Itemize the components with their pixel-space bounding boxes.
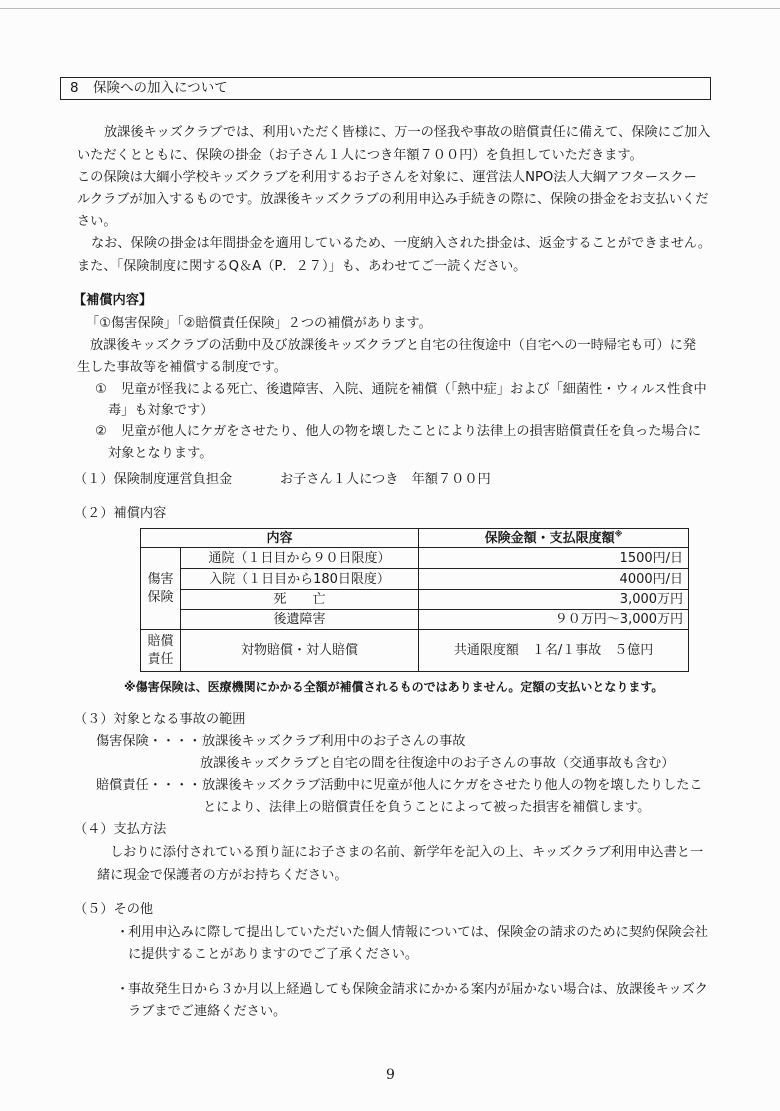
scope-item-line: 放課後キッズクラブ利用中のお子さんの事故 (202, 734, 466, 749)
other-item-line: 事故発生日から３か月以上経過しても保険金請求にかかる案内が届かない場合は、放課後キッズク (128, 982, 708, 997)
intro-line: いただくとともに、保険の掛金（お子さん１人につき年額７００円）を負担していただきます。 (77, 148, 643, 163)
table-item: 後遺障害 (181, 610, 419, 630)
scope-item-label: 賠償責任・・・・ (96, 778, 202, 793)
table-row (141, 569, 689, 590)
table-footnote: ※傷害保険は、医療機関にかかる全額が補償されるものではありません。定額の支払いとなります。 (124, 680, 664, 694)
page-number: 9 (386, 1067, 395, 1083)
scope-item-line: 放課後キッズクラブと自宅の間を往復途中のお子さんの事故（交通事故も含む） (200, 756, 675, 771)
header-amount (419, 529, 689, 548)
intro-line: 放課後キッズクラブでは、利用いただく皆様に、万一の怪我や事故の賠償責任に備えて、保険にご加入 (104, 125, 711, 140)
bullet-marker: ・ (116, 925, 130, 940)
table-amount: 共通限度額 １名/１事故 ５億円 (419, 630, 689, 672)
section-title: 保険への加入について (93, 80, 228, 96)
other-item-line: 利用申込みに際して提出していただいた個人情報については、保険金の請求のために契約保険会社 (128, 925, 708, 940)
table-amount: 4000円/日 (419, 569, 689, 590)
bullet-marker: ・ (116, 982, 130, 997)
table-amount: 3,000万円 (419, 590, 689, 610)
header-content: 内容 (141, 529, 419, 548)
payment-line: しおりに添付されている預り証にお子さまの名前、新学年を記入の上、キッズクラブ利用申込書と一 (110, 845, 704, 860)
intro-line: なお、保険の掛金は年間掛金を適用しているため、一度納入された掛金は、返金することができません。 (91, 236, 712, 251)
category-label-line: 責任 (147, 651, 174, 667)
burden-value: お子さん１人につき 年額７００円 (280, 472, 491, 487)
category-label-line: 保険 (147, 589, 174, 605)
table-header-row (141, 529, 689, 548)
coverage-summary: 「①傷害保険」「②賠償責任保険」２つの補償があります。 (86, 316, 432, 331)
table-row (141, 548, 689, 569)
coverage-item-line: 毒」も対象です） (108, 403, 214, 418)
other-heading: （５）その他 (74, 902, 154, 917)
coverage-heading: 【補償内容】 (73, 293, 153, 308)
table-row (141, 590, 689, 610)
intro-line: また、「保険制度に関するQ＆A（P．２７）」も、あわせてご一読ください。 (77, 259, 527, 274)
intro-line: この保険は大綱小学校キッズクラブを利用するお子さんを対象に、運営法人NPO法人大綱アフタースクー (77, 170, 697, 185)
coverage-item-line: 児童が他人にケガをさせたり、他人の物を壊したことにより法律上の損害賠償責任を負った場合に (121, 424, 701, 439)
coverage-table (140, 528, 689, 672)
intro-line: さい。 (77, 214, 117, 229)
coverage-item-marker: ② (95, 424, 107, 439)
table-item: 対物賠償・対人賠償 (181, 630, 419, 672)
coverage-item-marker: ① (95, 382, 107, 397)
coverage-item-line: 対象となります。 (108, 446, 213, 461)
table-amount: 1500円/日 (419, 548, 689, 569)
other-item-line: に提供することがありますのでご了承ください。 (128, 947, 419, 962)
scan-top-edge (0, 8, 780, 9)
coverage-description-line: 生した事故等を補償する制度です。 (77, 360, 287, 375)
header-amount-mark: ※ (614, 529, 623, 539)
coverage-description-line: 放課後キッズクラブの活動中及び放課後キッズクラブと自宅の往復途中（自宅への一時帰宅も可）に発 (90, 338, 697, 353)
category-liability (141, 630, 181, 672)
details-heading: （２）補償内容 (74, 506, 167, 521)
table-item: 死 亡 (181, 590, 419, 610)
coverage-item-line: 児童が怪我による死亡、後遺障害、入院、通院を補償（「熱中症」および「細菌性・ウィルス性食中 (121, 382, 707, 397)
intro-line: ルクラブが加入するものです。放課後キッズクラブの利用申込み手続きの際に、保険の掛金をお支払いくだ (77, 192, 709, 207)
header-amount-label: 保険金額・支払限度額 (484, 530, 615, 546)
category-label-line: 賠償 (147, 633, 174, 649)
scope-heading: （３）対象となる事故の範囲 (74, 712, 246, 727)
table-row (141, 610, 689, 630)
table-amount: ９０万円〜3,000万円 (419, 610, 689, 630)
scope-item-label: 傷害保険・・・・ (96, 734, 202, 749)
table-item: 通院（１日目から９０日限度） (181, 548, 419, 569)
category-injury-insurance (141, 548, 181, 630)
section-heading-box (60, 77, 711, 100)
scope-item-line: 放課後キッズクラブ活動中に児童が他人にケガをさせたり他人の物を壊したりしたこ (202, 778, 703, 793)
payment-line: 緒に現金で保護者の方がお持ちください。 (97, 868, 348, 883)
table-row (141, 630, 689, 672)
scope-item-line: とにより、法律上の賠償責任を負うことによって被った損害を補償します。 (203, 800, 651, 815)
other-item-line: ラブまでご連絡ください。 (128, 1004, 287, 1019)
burden-label: （１）保険制度運営負担金 (74, 472, 233, 487)
section-number: 8 (70, 80, 79, 96)
category-label-line: 傷害 (147, 571, 174, 587)
table-item: 入院（１日目から180日限度） (181, 569, 419, 590)
payment-heading: （４）支払方法 (74, 822, 167, 837)
